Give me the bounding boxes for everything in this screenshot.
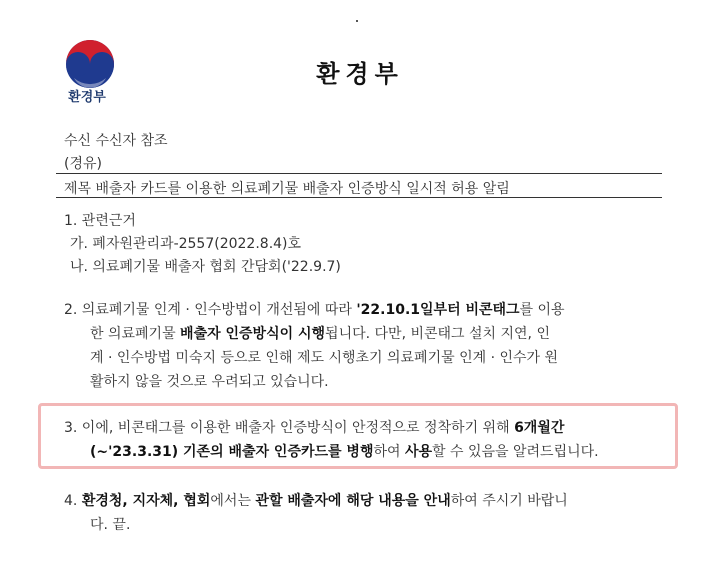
scan-dot — [356, 20, 358, 22]
recipient-line: 수신 수신자 참조 — [64, 133, 168, 149]
via-line: (경유) — [64, 156, 102, 172]
divider — [56, 173, 662, 174]
section-2-line-4: 활하지 않을 것으로 우려되고 있습니다. — [90, 374, 329, 390]
section-2-line-1: 2. 의료폐기물 인계 · 인수방법이 개선됨에 따라 '22.10.1일부터 비콘태그를 이용 — [64, 302, 565, 318]
logo-label: 환경부 — [68, 90, 106, 105]
reference-b: 나. 의료폐기물 배출자 협회 간담회('22.9.7) — [70, 259, 341, 275]
section-1-heading: 1. 관련근거 — [64, 213, 136, 229]
section-3-line-1: 3. 이에, 비콘태그를 이용한 배출자 인증방식이 안정적으로 정착하기 위해 6개월간 — [64, 420, 565, 436]
section-4-line-1: 4. 환경청, 지자체, 협회에서는 관할 배출자에 해당 내용을 안내하여 주시기 바랍니 — [64, 493, 568, 509]
reference-a: 가. 폐자원관리과-2557(2022.8.4)호 — [70, 236, 302, 252]
section-3-line-2: (~'23.3.31) 기존의 배출자 인증카드를 병행하여 사용할 수 있음을 알려드립니다. — [90, 444, 599, 460]
section-2-line-2: 한 의료폐기물 배출자 인증방식이 시행됩니다. 다만, 비콘태그 설치 지연, 인 — [90, 326, 550, 342]
section-4-line-2: 다. 끝. — [90, 517, 131, 533]
section-2-line-3: 계 · 인수방법 미숙지 등으로 인해 제도 시행초기 의료폐기물 인계 · 인수가 원 — [90, 350, 559, 366]
document-title: 환경부 — [316, 60, 404, 88]
divider — [56, 197, 662, 198]
subject-line: 제목 배출자 카드를 이용한 의료폐기물 배출자 인증방식 일시적 허용 알림 — [64, 181, 510, 197]
